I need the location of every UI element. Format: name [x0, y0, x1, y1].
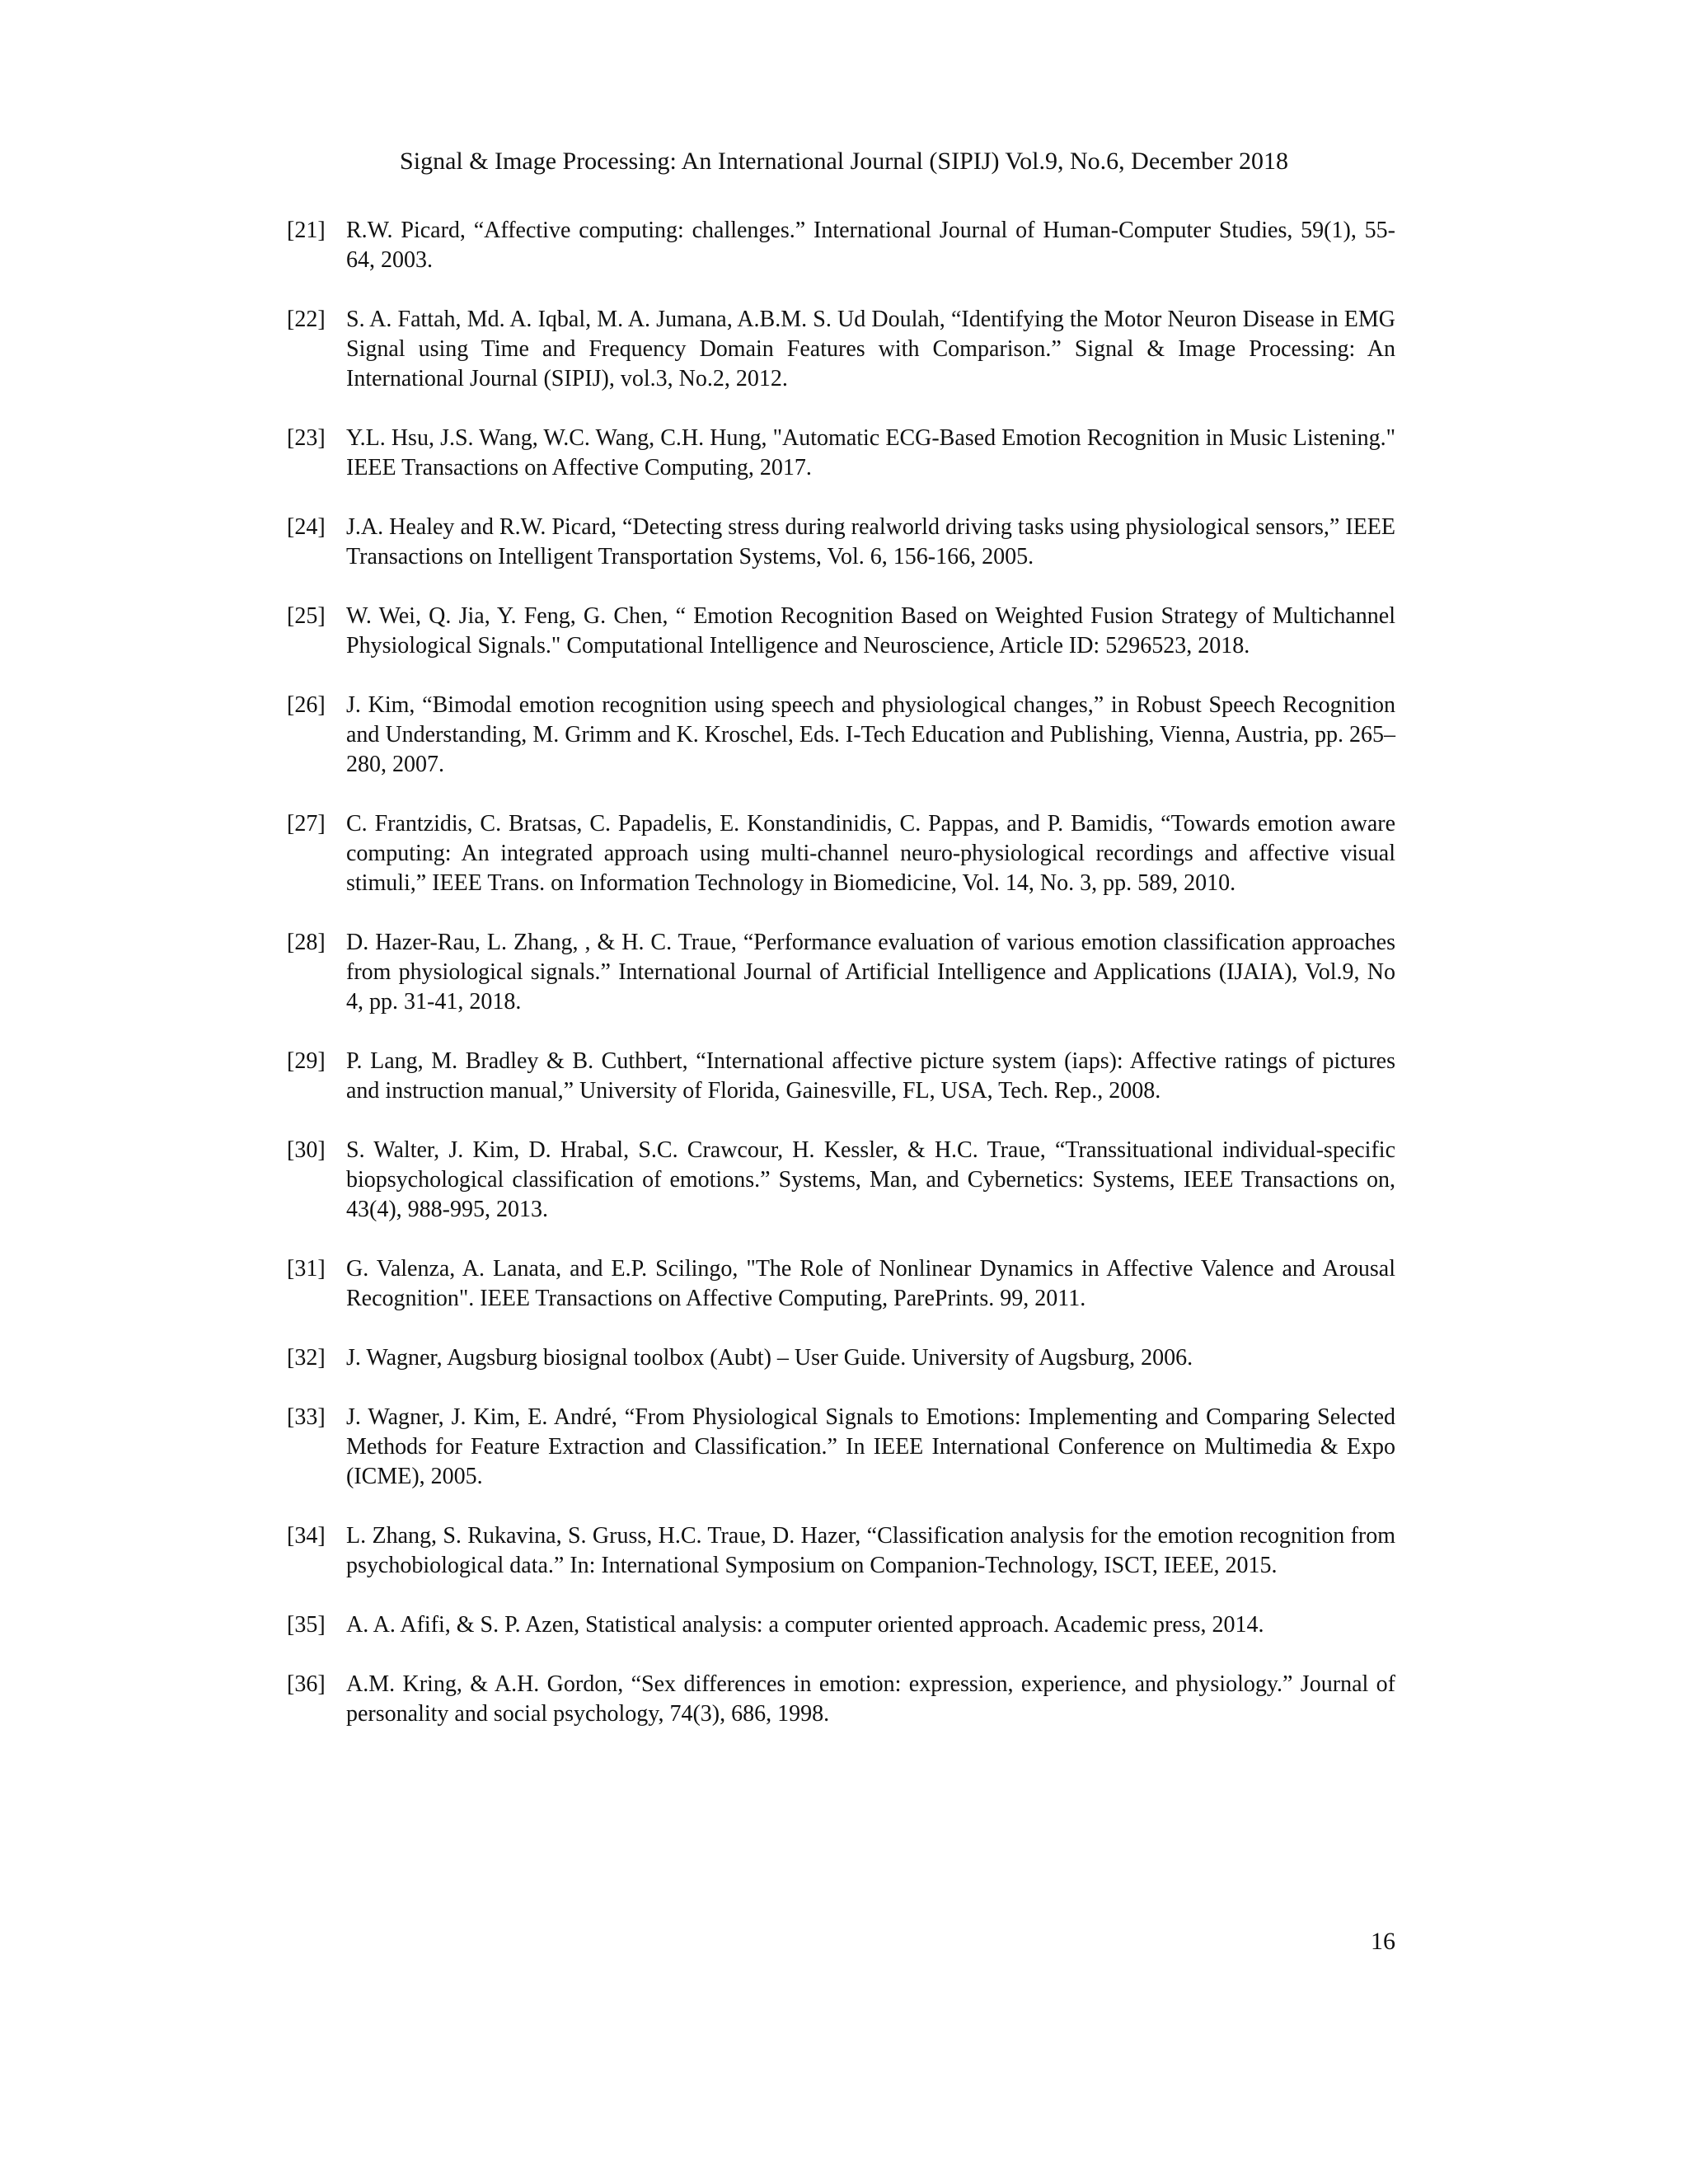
reference-number: [25]: [287, 603, 326, 629]
reference-list: [287, 216, 1395, 1759]
reference-item: [287, 928, 1395, 1017]
reference-item: [287, 216, 1395, 275]
reference-number: [32]: [287, 1345, 326, 1371]
reference-text: J. Wagner, Augsburg biosignal toolbox (Aubt) – User Guide. University of Augsburg, 2006.: [346, 1345, 1193, 1371]
reference-item: [287, 1047, 1395, 1106]
reference-number: [24]: [287, 514, 326, 540]
reference-item: [287, 1136, 1395, 1225]
reference-number: [30]: [287, 1137, 326, 1163]
reference-item: [287, 1403, 1395, 1492]
reference-item: [287, 513, 1395, 572]
reference-text: C. Frantzidis, C. Bratsas, C. Papadelis, E. Konstandinidis, C. Pappas, and P. Bamidis, “Towards emotion aware computing: An integrated approach using multi-channel neuro-physiological recordings and affective visual stimuli,” IEEE Trans. on Information Technology in Biomedicine, Vol. 14, No. 3, pp. 589, 2010.: [346, 811, 1395, 896]
reference-text: J. Wagner, J. Kim, E. André, “From Physiological Signals to Emotions: Implementing and Comparing Selected Methods for Feature Extraction and Classification.” In IEEE International Conference on Multimedia & Expo (ICME), 2005.: [346, 1404, 1395, 1489]
reference-number: [33]: [287, 1404, 326, 1430]
reference-item: [287, 1343, 1395, 1373]
reference-item: [287, 1254, 1395, 1314]
reference-text: J.A. Healey and R.W. Picard, “Detecting stress during realworld driving tasks using physiological sensors,” IEEE Transactions on Intelligent Transportation Systems, Vol. 6, 156-166, 2005.: [346, 514, 1395, 569]
reference-number: [27]: [287, 811, 326, 837]
reference-number: [36]: [287, 1671, 326, 1697]
reference-text: L. Zhang, S. Rukavina, S. Gruss, H.C. Traue, D. Hazer, “Classification analysis for the emotion recognition from psychobiological data.” In: International Symposium on Companion-Technology, ISCT, IEEE, 2015.: [346, 1523, 1395, 1578]
reference-text: G. Valenza, A. Lanata, and E.P. Scilingo, "The Role of Nonlinear Dynamics in Affective Valence and Arousal Recognition". IEEE Transactions on Affective Computing, ParePrints. 99, 2011.: [346, 1256, 1395, 1311]
reference-item: [287, 602, 1395, 661]
reference-number: [23]: [287, 425, 326, 451]
reference-text: S. A. Fattah, Md. A. Iqbal, M. A. Jumana, A.B.M. S. Ud Doulah, “Identifying the Motor Neuron Disease in EMG Signal using Time and Frequency Domain Features with Comparison.” Signal & Image Processing: An International Journal (SIPIJ), vol.3, No.2, 2012.: [346, 307, 1395, 391]
reference-item: [287, 1670, 1395, 1729]
reference-item: [287, 1610, 1395, 1640]
page-number: 16: [1371, 1928, 1395, 1955]
reference-number: [28]: [287, 930, 326, 955]
reference-text: W. Wei, Q. Jia, Y. Feng, G. Chen, “ Emotion Recognition Based on Weighted Fusion Strategy of Multichannel Physiological Signals." Computational Intelligence and Neuroscience, Article ID: 5296523, 2018.: [346, 603, 1395, 658]
reference-item: [287, 691, 1395, 780]
reference-number: [21]: [287, 218, 326, 243]
reference-text: Y.L. Hsu, J.S. Wang, W.C. Wang, C.H. Hung, "Automatic ECG-Based Emotion Recognition in Music Listening." IEEE Transactions on Affective Computing, 2017.: [346, 425, 1395, 480]
reference-number: [29]: [287, 1048, 326, 1074]
reference-number: [22]: [287, 307, 326, 332]
reference-item: [287, 305, 1395, 394]
reference-text: A. A. Afifi, & S. P. Azen, Statistical analysis: a computer oriented approach. Academic press, 2014.: [346, 1612, 1264, 1638]
reference-number: [31]: [287, 1256, 326, 1282]
reference-item: [287, 1521, 1395, 1581]
reference-text: R.W. Picard, “Affective computing: challenges.” International Journal of Human-Computer Studies, 59(1), 55-64, 2003.: [346, 218, 1395, 273]
reference-text: S. Walter, J. Kim, D. Hrabal, S.C. Crawcour, H. Kessler, & H.C. Traue, “Transsituational individual-specific biopsychological classification of emotions.” Systems, Man, and Cybernetics: Systems, IEEE Transactions on, 43(4), 988-995, 2013.: [346, 1137, 1395, 1222]
running-header: Signal & Image Processing: An International Journal (SIPIJ) Vol.9, No.6, December 2018: [400, 148, 1288, 175]
reference-item: [287, 809, 1395, 898]
reference-item: [287, 424, 1395, 483]
reference-text: J. Kim, “Bimodal emotion recognition using speech and physiological changes,” in Robust Speech Recognition and Understanding, M. Grimm and K. Kroschel, Eds. I-Tech Education and Publishing, Vienna, Austria, pp. 265–280, 2007.: [346, 692, 1395, 777]
reference-text: A.M. Kring, & A.H. Gordon, “Sex differences in emotion: expression, experience, and physiology.” Journal of personality and social psychology, 74(3), 686, 1998.: [346, 1671, 1395, 1727]
reference-text: P. Lang, M. Bradley & B. Cuthbert, “International affective picture system (iaps): Affective ratings of pictures and instruction manual,” University of Florida, Gainesville, FL, USA, Tech. Rep., 2008.: [346, 1048, 1395, 1104]
reference-text: D. Hazer-Rau, L. Zhang, , & H. C. Traue, “Performance evaluation of various emotion classification approaches from physiological signals.” International Journal of Artificial Intelligence and Applications (IJAIA), Vol.9, No 4, pp. 31-41, 2018.: [346, 930, 1395, 1015]
reference-number: [26]: [287, 692, 326, 718]
reference-number: [34]: [287, 1523, 326, 1549]
reference-number: [35]: [287, 1612, 326, 1638]
